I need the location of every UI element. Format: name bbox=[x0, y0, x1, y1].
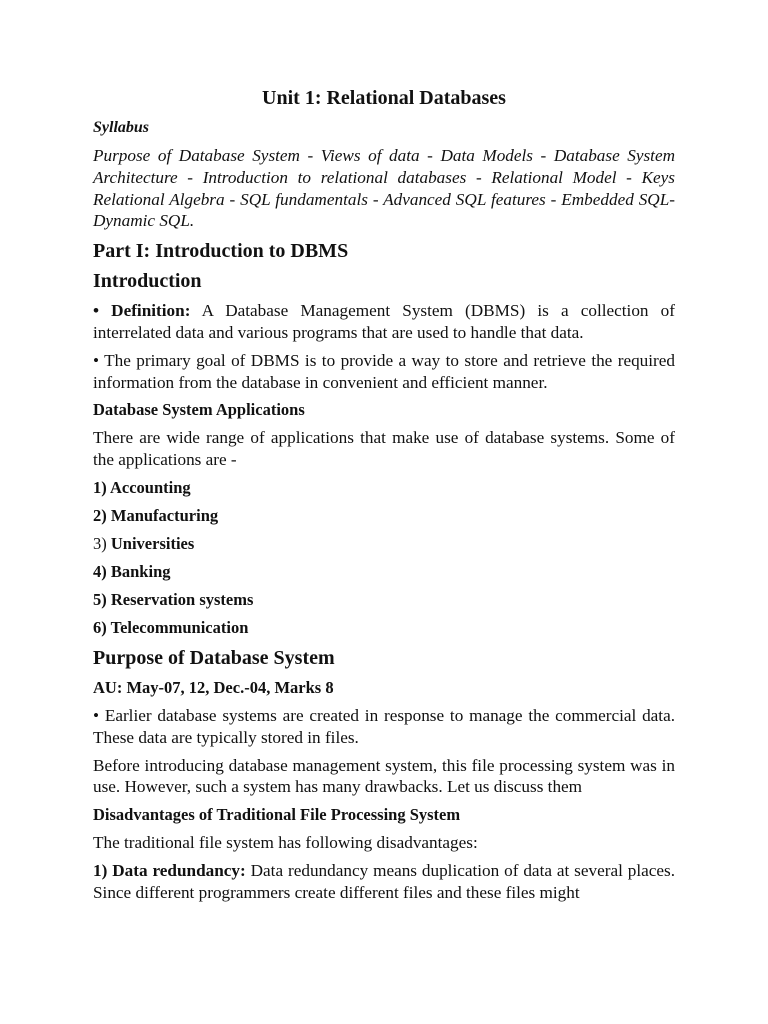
goal-paragraph: • The primary goal of DBMS is to provide a way to store and retrieve the required information from the database in convenient and efficient manner. bbox=[93, 350, 675, 392]
list-item: 2) Manufacturing bbox=[93, 505, 219, 525]
list-item: 1) Accounting bbox=[93, 477, 191, 497]
purpose-paragraph-2: Before introducing database management system, this file processing system was in use. However, such a system has many drawbacks. Let us discuss them bbox=[93, 755, 675, 797]
list-item: 6) Telecommunication bbox=[93, 617, 249, 637]
definition-paragraph bbox=[93, 300, 675, 344]
introduction-heading: Introduction bbox=[93, 270, 202, 293]
applications-list bbox=[93, 477, 675, 639]
purpose-heading: Purpose of Database System bbox=[93, 646, 335, 669]
syllabus-heading: Syllabus bbox=[93, 119, 150, 136]
au-exam-line: AU: May-07, 12, Dec.-04, Marks 8 bbox=[93, 677, 334, 697]
purpose-paragraph-1: • Earlier database systems are created in response to manage the commercial data. These data are typically stored in files. bbox=[93, 705, 675, 747]
applications-heading: Database System Applications bbox=[93, 400, 305, 420]
definition-text: A Database Management System (DBMS) is a collection of interrelated data and various programs that are used to handle that data. bbox=[93, 301, 675, 342]
page-title: Unit 1: Relational Databases bbox=[262, 87, 506, 109]
list-item: 3) Universities bbox=[93, 533, 195, 553]
syllabus-text: Purpose of Database System - Views of data - Data Models - Database System Architecture - Introduction to relational databases - Relational Model - Keys Relational Algebra - SQL fundamentals - Advanced SQL features - Embedded SQL- Dynamic SQL. bbox=[93, 146, 675, 231]
part1-heading: Part I: Introduction to DBMS bbox=[93, 240, 349, 263]
list-item: 5) Reservation systems bbox=[93, 589, 254, 609]
data-redundancy-paragraph bbox=[93, 860, 675, 904]
data-redundancy-text: Data redundancy means duplication of data at several places. Since different programmers create different files and these files might bbox=[93, 860, 675, 902]
data-redundancy-label: 1) Data redundancy: bbox=[93, 860, 246, 880]
disadvantages-intro: The traditional file system has following disadvantages: bbox=[93, 833, 478, 853]
applications-intro: There are wide range of applications that make use of database systems. Some of the applications are - bbox=[93, 428, 675, 470]
list-item: 4) Banking bbox=[93, 561, 171, 581]
document-page bbox=[93, 84, 675, 904]
definition-label: • Definition: bbox=[93, 301, 191, 321]
disadvantages-heading: Disadvantages of Traditional File Processing System bbox=[93, 805, 461, 825]
